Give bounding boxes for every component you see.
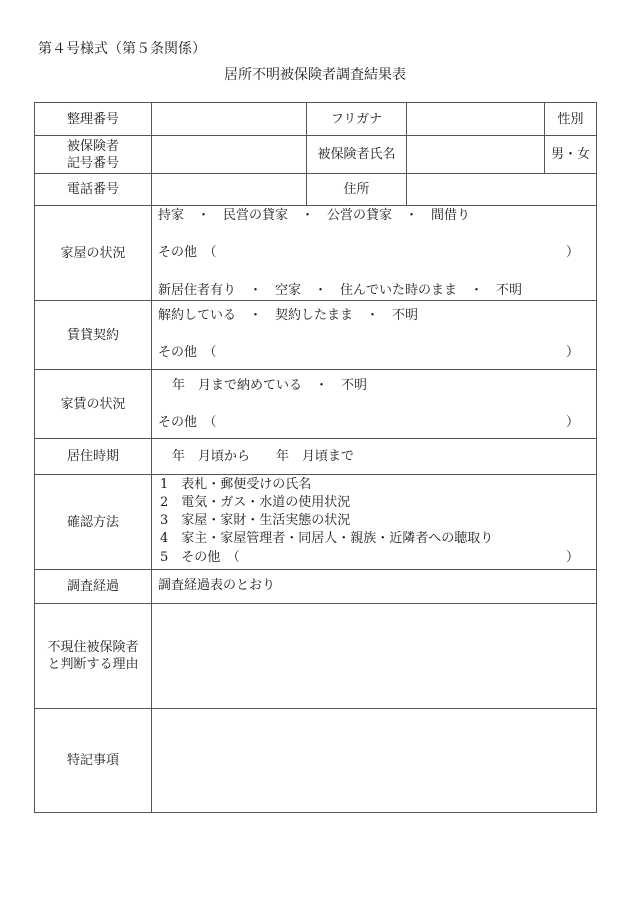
seiri-bango-label: 整理番号 — [66, 111, 119, 127]
kigou-bango-field[interactable] — [152, 136, 306, 173]
yachin-options[interactable]: 年 月まで納めている ・ 不明 — [172, 378, 368, 393]
denwa-bango-field[interactable] — [152, 174, 306, 205]
kyoju-jiki-label: 居住時期 — [66, 449, 119, 464]
document-title: 居所不明被保険者調査結果表 — [224, 67, 406, 83]
tokki-jikou-field[interactable] — [152, 709, 596, 812]
kaoku-label: 家屋の状況 — [60, 245, 126, 261]
jusho-label: 住所 — [343, 182, 370, 197]
jusho-field[interactable] — [407, 174, 596, 205]
chintai-other[interactable]: その他 （ — [158, 345, 217, 360]
riyuu-label — [35, 604, 151, 708]
riyuu-label-line1: 不現住被保険者 — [47, 640, 139, 655]
form-number: 第４号様式（第５条関係） — [38, 41, 206, 57]
riyuu-field[interactable] — [152, 604, 596, 708]
kigou-bango-label-line2: 記号番号 — [66, 155, 119, 171]
chintai-keiyaku-label: 賃貸契約 — [66, 327, 119, 343]
kaoku-other[interactable]: その他 （ — [158, 245, 217, 260]
sex-options[interactable]: 男・女 — [550, 147, 590, 162]
kakunin-houhou-label: 確認方法 — [66, 514, 119, 530]
seibetsu-label: 性別 — [557, 111, 584, 127]
yachin-other[interactable]: その他 （ — [158, 415, 217, 430]
kakunin-item-1[interactable]: 1 表札・郵便受けの氏名 — [160, 477, 312, 492]
kakunin-item-5[interactable]: 5 その他 （ — [160, 550, 240, 565]
kigou-bango-label — [35, 136, 151, 173]
shimei-field[interactable] — [407, 136, 544, 173]
kigou-bango-label-line1: 被保険者 — [66, 138, 119, 154]
seiri-bango-field[interactable] — [152, 103, 306, 135]
kaoku-options-line3[interactable]: 新居住者有り ・ 空家 ・ 住んでいた時のまま ・ 不明 — [158, 283, 523, 298]
furigana-label: フリガナ — [330, 111, 383, 127]
kaoku-other-close: ） — [566, 245, 580, 260]
riyuu-label-line2: と判断する理由 — [47, 657, 139, 672]
kakunin-item-5-close: ） — [566, 550, 580, 565]
kakunin-item-2[interactable]: 2 電気・ガス・水道の使用状況 — [160, 495, 351, 510]
chousa-keika-label: 調査経過 — [66, 579, 119, 594]
chintai-options[interactable]: 解約している ・ 契約したまま ・ 不明 — [158, 308, 419, 323]
denwa-bango-label: 電話番号 — [66, 182, 119, 197]
hihokensha-shimei-label: 被保険者氏名 — [317, 147, 396, 162]
yachin-label: 家賃の状況 — [60, 396, 126, 412]
tokki-jikou-label: 特記事項 — [66, 753, 119, 768]
kakunin-item-4[interactable]: 4 家主・家屋管理者・同居人・親族・近隣者への聴取り — [160, 531, 494, 546]
furigana-field[interactable] — [407, 103, 544, 135]
yachin-other-close: ） — [566, 415, 580, 430]
kyoju-jiki-value[interactable]: 年 月頃から 年 月頃まで — [172, 449, 355, 464]
kaoku-options-line1[interactable]: 持家 ・ 民営の貸家 ・ 公営の貸家 ・ 間借り — [158, 208, 471, 223]
chousa-keika-value: 調査経過表のとおり — [158, 578, 276, 593]
chintai-other-close: ） — [566, 345, 580, 360]
kakunin-item-3[interactable]: 3 家屋・家財・生活実態の状況 — [160, 513, 351, 528]
